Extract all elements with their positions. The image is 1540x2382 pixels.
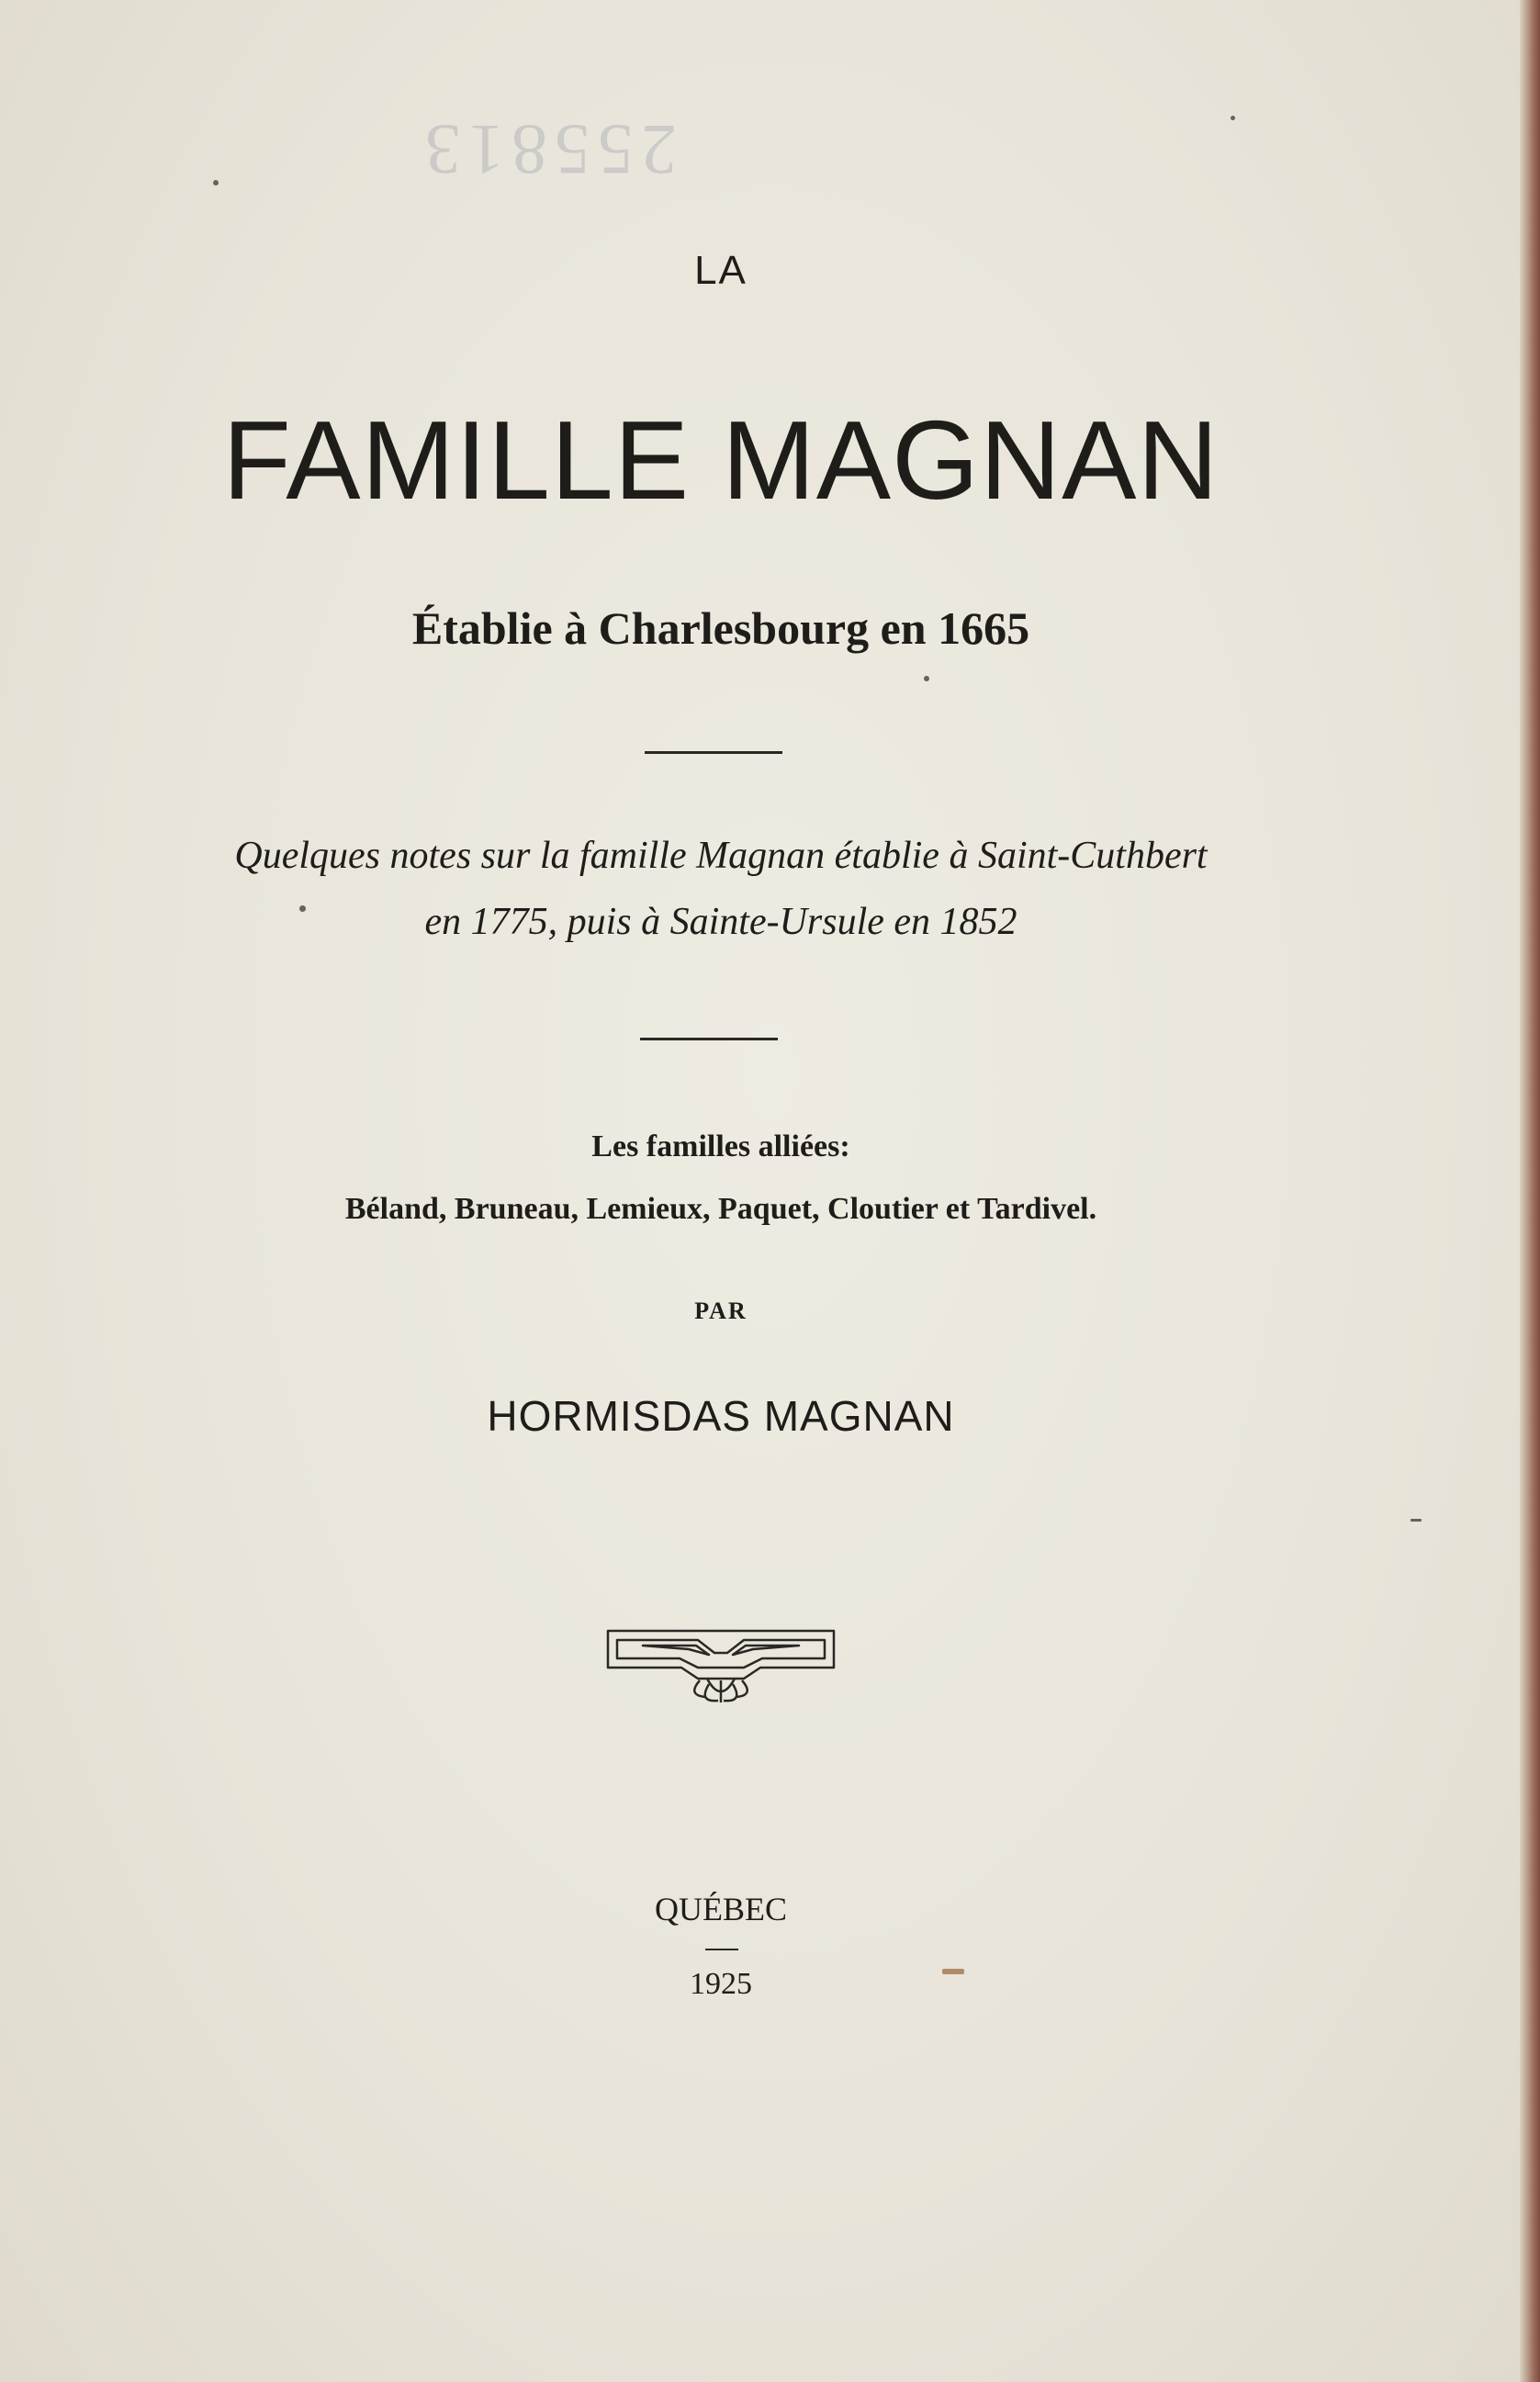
divider-rule [640, 1038, 778, 1040]
library-stamp: 255813 [418, 110, 677, 190]
small-dash [705, 1949, 738, 1950]
printer-ornament-icon [606, 1624, 836, 1715]
allied-families-list: Béland, Bruneau, Lemieux, Paquet, Cloutier et Tardivel. [344, 1192, 1097, 1226]
publication-year: 1925 [690, 1967, 752, 2001]
paper-speck [1411, 1519, 1422, 1522]
notes-line-1: Quelques notes sur la famille Magnan établie à Saint-Cuthbert [234, 835, 1208, 877]
subtitle: Établie à Charlesbourg en 1665 [411, 602, 1030, 654]
paper-speck [299, 905, 306, 912]
page-edge [1520, 0, 1540, 2382]
paper-speck [213, 180, 219, 185]
paper-speck [942, 1969, 964, 1974]
paper-speck [1231, 116, 1235, 120]
main-title: FAMILLE MAGNAN [222, 398, 1220, 522]
title-article: LA [694, 248, 748, 293]
publication-place: QUÉBEC [655, 1891, 787, 1927]
divider-rule [645, 751, 782, 754]
paper-speck [924, 676, 929, 681]
by-label: PAR [694, 1298, 748, 1324]
allied-families-heading: Les familles alliées: [591, 1129, 850, 1163]
notes-line-2: en 1775, puis à Sainte-Ursule en 1852 [424, 901, 1017, 943]
author-name: HORMISDAS MAGNAN [487, 1392, 955, 1440]
